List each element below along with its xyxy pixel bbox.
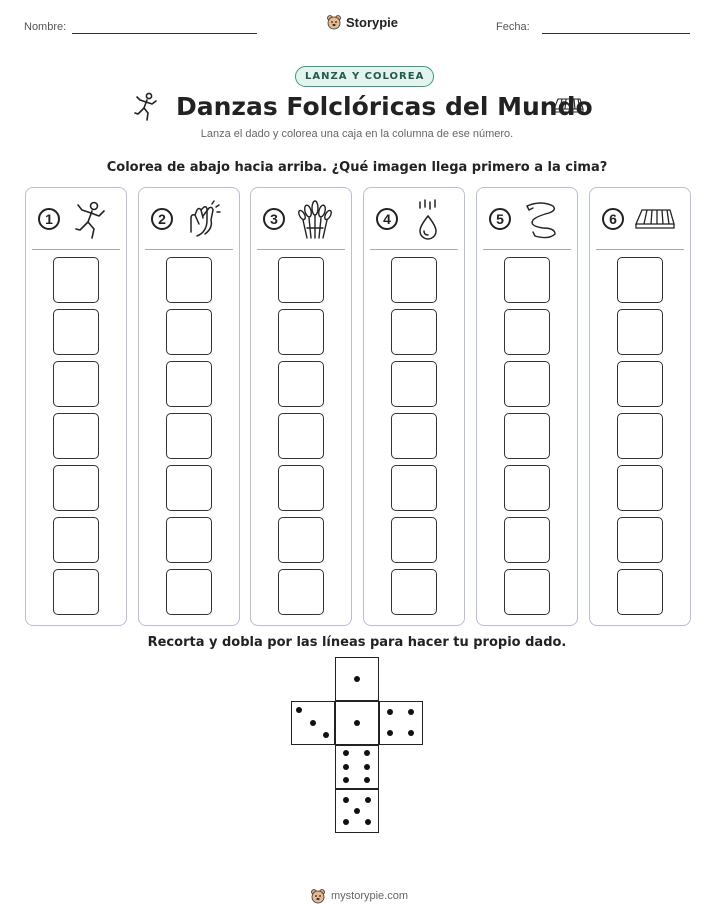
die-pip (387, 709, 393, 715)
die-pip (343, 797, 349, 803)
die-pip (364, 764, 370, 770)
color-box[interactable] (278, 413, 324, 459)
column-5 (476, 187, 578, 626)
die-face-4 (379, 701, 423, 745)
color-box[interactable] (504, 465, 550, 511)
wheat-bundle-icon (293, 198, 337, 242)
column-number: 2 (151, 208, 173, 230)
color-box[interactable] (617, 413, 663, 459)
color-box[interactable] (391, 517, 437, 563)
dice-instruction: Recorta y dobla por las líneas para hacer tu propio dado. (147, 635, 567, 650)
color-box[interactable] (53, 413, 99, 459)
color-box[interactable] (504, 257, 550, 303)
die-pip (365, 819, 371, 825)
color-box[interactable] (166, 309, 212, 355)
brand-name: Storypie (346, 14, 399, 30)
die-pip (343, 750, 349, 756)
activity-badge: LANZA Y COLOREA (295, 66, 434, 87)
name-line[interactable] (72, 33, 257, 34)
color-box[interactable] (504, 413, 550, 459)
color-box[interactable] (166, 569, 212, 615)
die-face-1 (335, 657, 379, 701)
die-pip (343, 764, 349, 770)
color-box[interactable] (504, 361, 550, 407)
color-box[interactable] (166, 465, 212, 511)
column-divider (257, 249, 345, 250)
color-box[interactable] (617, 257, 663, 303)
color-box[interactable] (278, 465, 324, 511)
color-box[interactable] (617, 517, 663, 563)
color-box[interactable] (617, 309, 663, 355)
dancer-icon (68, 198, 112, 242)
die-pip (323, 732, 329, 738)
column-1 (25, 187, 127, 626)
column-divider (32, 249, 120, 250)
bear-mascot-icon (310, 888, 326, 904)
color-box[interactable] (278, 569, 324, 615)
column-number: 1 (38, 208, 60, 230)
page-title: Danzas Folclóricas del Mundo (176, 92, 593, 121)
color-box[interactable] (53, 257, 99, 303)
die-pip (364, 750, 370, 756)
color-box[interactable] (617, 361, 663, 407)
color-box[interactable] (391, 361, 437, 407)
column-divider (145, 249, 233, 250)
color-box[interactable] (53, 361, 99, 407)
die-pip (354, 808, 360, 814)
die-pip (343, 777, 349, 783)
column-number: 3 (263, 208, 285, 230)
color-box[interactable] (504, 517, 550, 563)
column-number: 6 (602, 208, 624, 230)
color-box[interactable] (278, 517, 324, 563)
column-3 (250, 187, 352, 626)
color-box[interactable] (166, 257, 212, 303)
date-label: Fecha: (496, 21, 530, 33)
color-box[interactable] (617, 465, 663, 511)
column-divider (370, 249, 458, 250)
die-pip (364, 777, 370, 783)
rain-drop-icon (406, 198, 450, 242)
page-subtitle: Lanza el dado y colorea una caja en la columna de ese número. (200, 128, 514, 140)
brand-logo (326, 14, 398, 30)
color-box[interactable] (278, 309, 324, 355)
color-box[interactable] (278, 257, 324, 303)
color-box[interactable] (391, 413, 437, 459)
date-line[interactable] (542, 33, 690, 34)
column-divider (483, 249, 571, 250)
color-box[interactable] (53, 309, 99, 355)
color-box[interactable] (391, 257, 437, 303)
color-box[interactable] (504, 569, 550, 615)
footer (310, 888, 408, 904)
color-box[interactable] (53, 569, 99, 615)
color-box[interactable] (391, 465, 437, 511)
color-box[interactable] (391, 309, 437, 355)
name-label: Nombre: (24, 21, 67, 33)
column-number: 5 (489, 208, 511, 230)
color-box[interactable] (391, 569, 437, 615)
die-pip (408, 709, 414, 715)
die-face-1 (335, 701, 379, 745)
color-box[interactable] (53, 465, 99, 511)
color-box[interactable] (278, 361, 324, 407)
die-pip (343, 819, 349, 825)
instruction-text: Colorea de abajo hacia arriba. ¿Qué imagen llega primero a la cima? (106, 160, 608, 175)
die-pip (354, 676, 360, 682)
column-6 (589, 187, 691, 626)
die-pip (365, 797, 371, 803)
column-4 (363, 187, 465, 626)
bear-mascot-icon (326, 14, 342, 30)
wooden-stage-icon (632, 198, 676, 242)
dancer-icon (132, 92, 160, 122)
die-pip (354, 720, 360, 726)
ribbon-scroll-icon (519, 198, 563, 242)
column-number: 4 (376, 208, 398, 230)
color-box[interactable] (53, 517, 99, 563)
clapping-hands-icon (181, 198, 225, 242)
color-box[interactable] (166, 517, 212, 563)
die-pip (408, 730, 414, 736)
color-box[interactable] (617, 569, 663, 615)
column-divider (596, 249, 684, 250)
color-box[interactable] (504, 309, 550, 355)
die-pip (296, 707, 302, 713)
die-face-5 (335, 789, 379, 833)
die-pip (310, 720, 316, 726)
column-2 (138, 187, 240, 626)
footer-url: mystorypie.com (331, 890, 409, 902)
wooden-stage-icon (552, 97, 584, 115)
die-face-3 (291, 701, 335, 745)
die-face-6 (335, 745, 379, 789)
color-box[interactable] (166, 413, 212, 459)
die-pip (387, 730, 393, 736)
color-box[interactable] (166, 361, 212, 407)
